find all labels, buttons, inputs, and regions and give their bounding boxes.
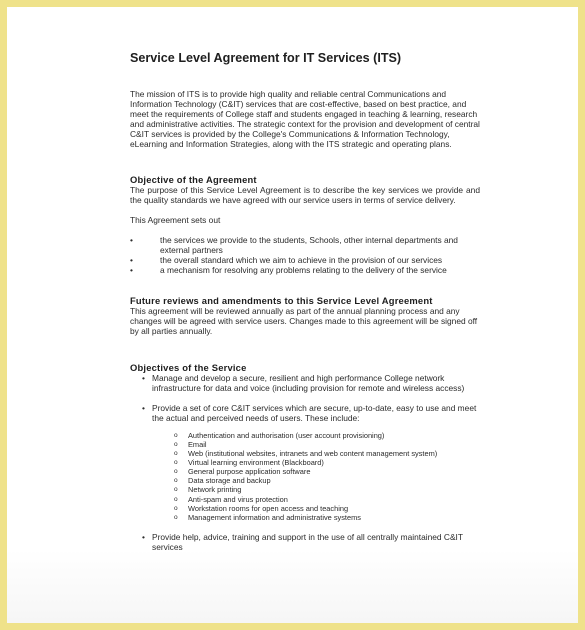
list-item: o Authentication and authorisation (user account provisioning) — [174, 430, 385, 440]
list-item: • Provide a set of core C&IT services which are secure, up-to-date, easy to use and meet the actual and perceived needs of users. These include: o Authentication and authorisation (user account provisioning) o Email o Web (institutional websites, intranets and web content management system) o Virtual learning environment (Blackboard) o General purpose application software o Data storage and backup o Network printing o Anti-spam and virus protection o Workstation rooms for open access and teaching o Management information and administrative systems — [130, 403, 480, 522]
list-item: • the overall standard which we aim to achieve in the provision of our services — [130, 255, 443, 266]
objective-agreement-text: The purpose of this Service Level Agreement is to describe the key services we provide and the quality standards we have agreed with our service users in terms of service delivery. — [130, 184, 480, 205]
document-page — [130, 51, 480, 552]
circle-bullet-icon: o — [174, 486, 178, 494]
future-reviews-text: This agreement will be reviewed annually as part of the annual planning process and any changes will be agreed with service users. Changes made to this agreement will be signed off by all parties annually. — [130, 306, 478, 337]
document-title: Service Level Agreement for IT Services (ITS) — [130, 51, 402, 65]
bullet-icon: • — [142, 372, 145, 383]
bullet-icon: • — [142, 402, 145, 413]
list-item: o Network printing — [174, 485, 242, 495]
list-item: • Provide help, advice, training and support in the use of all centrally maintained C&IT services — [142, 531, 463, 552]
circle-bullet-icon: o — [174, 513, 178, 521]
objectives-service-heading: Objectives of the Service — [130, 361, 247, 373]
agreement-bullet-list — [130, 235, 480, 275]
circle-bullet-icon: o — [174, 468, 178, 476]
list-item: o Web (institutional websites, intranets and web content management system) — [174, 449, 438, 459]
bullet-icon: • — [142, 531, 145, 542]
circle-bullet-icon: o — [174, 450, 178, 458]
list-item: • a mechanism for resolving any problems relating to the delivery of the service — [130, 265, 447, 276]
list-item: • Manage and develop a secure, resilient and high performance College network infrastructure for data and voice (including provision for remote and wireless access) — [142, 372, 465, 393]
mission-paragraph: The mission of ITS is to provide high quality and reliable central Communications and Information Technology (C&IT) services that are cost-effective, based on best practice, and meet the requirements of College staff and students engaged in teaching & learning, research and administrative activities. The strategic context for the provision and development of central C&IT services is provided by the College's Communications & Information Technology, eLearning and Information Strategies, along with the ITS strategic and operating plans. — [130, 89, 480, 150]
core-services-sublist — [152, 431, 480, 522]
future-reviews-heading: Future reviews and amendments to this Service Level Agreement — [130, 295, 433, 307]
service-objectives-list — [130, 373, 480, 553]
list-item: o Management information and administrative systems — [174, 512, 361, 522]
circle-bullet-icon: o — [174, 459, 178, 467]
bullet-icon: • — [130, 265, 133, 276]
circle-bullet-icon: o — [174, 440, 178, 448]
list-item: o Email — [174, 439, 207, 449]
bullet-icon: • — [130, 255, 133, 266]
list-item: o Workstation rooms for open access and teaching — [174, 503, 349, 513]
objective-agreement-heading: Objective of the Agreement — [130, 173, 257, 185]
list-item: • the services we provide to the students, Schools, other internal departments and external partners — [130, 234, 458, 255]
list-item: o Data storage and backup — [174, 476, 271, 486]
circle-bullet-icon: o — [174, 477, 178, 485]
list-item: o Anti-spam and virus protection — [174, 494, 288, 504]
circle-bullet-icon: o — [174, 495, 178, 503]
circle-bullet-icon: o — [174, 431, 178, 439]
list-item: o General purpose application software — [174, 467, 311, 477]
bullet-icon: • — [130, 234, 133, 245]
list-item: o Virtual learning environment (Blackboard) — [174, 458, 324, 468]
circle-bullet-icon: o — [174, 504, 178, 512]
sets-out-text: This Agreement sets out — [130, 214, 221, 225]
